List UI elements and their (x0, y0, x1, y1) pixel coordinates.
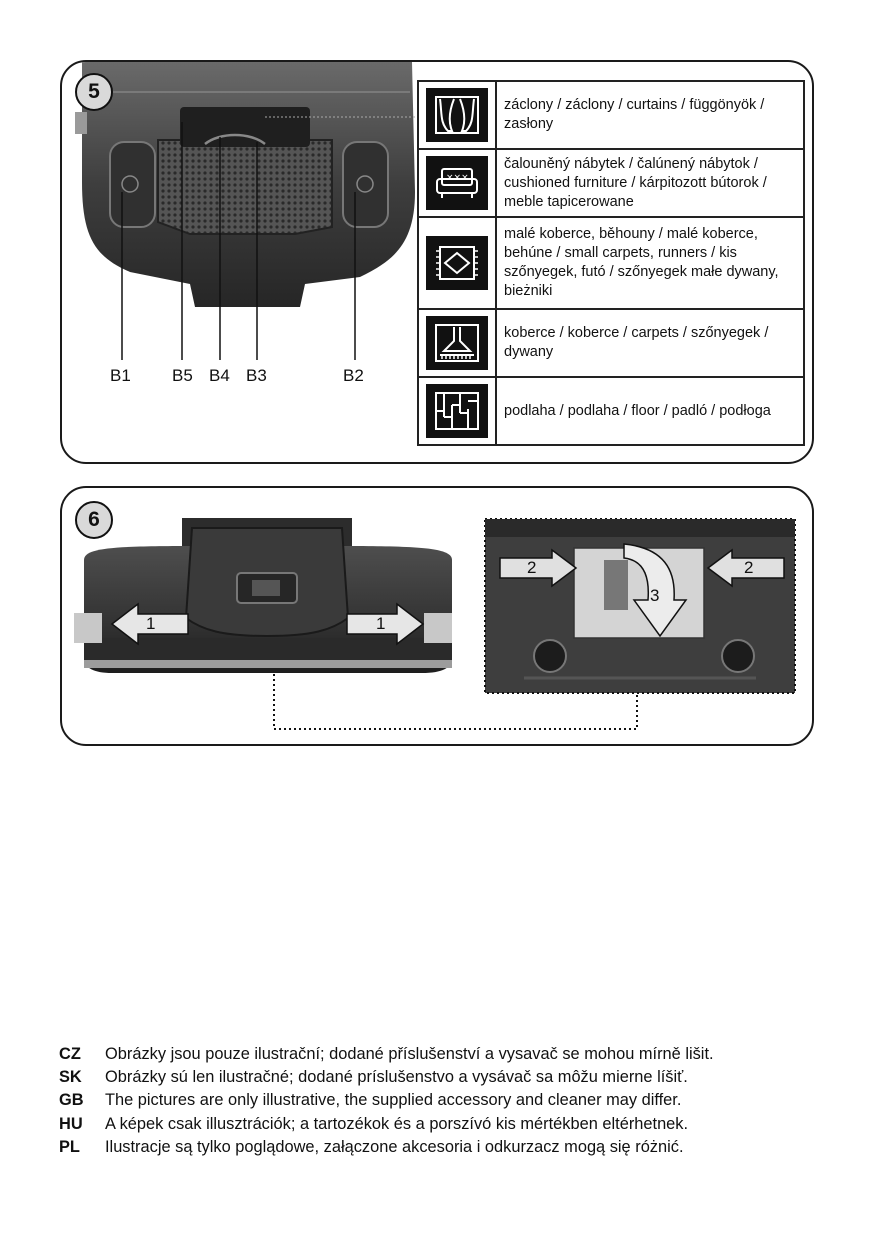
lang-code-hu: HU (59, 1114, 83, 1133)
arrow-label-2-right: 2 (744, 558, 754, 577)
legend-text-small-carpets: malé koberce, běhouny / malé koberce, behúne / small carpets, runners / kis szőnyegek, futó / szőnyegek małe dywany, bieżniki (496, 217, 804, 309)
footnote-text-pl: Ilustracje są tylko poglądowe, załączone akcesoria i odkurzacz mogą się różnić. (105, 1137, 684, 1156)
footnote-pl (59, 1136, 839, 1159)
svg-text:×××: ××× (446, 173, 469, 183)
figure-number-6: 6 (75, 501, 113, 539)
legend-row-floor (418, 377, 804, 445)
footnote-hu (59, 1113, 839, 1136)
callout-b4: B4 (209, 366, 230, 385)
legend-row-small-carpets (418, 217, 804, 309)
lang-code-gb: GB (59, 1091, 84, 1110)
footnote-cz (59, 1043, 839, 1066)
arrow-label-1-right: 1 (376, 614, 386, 633)
callout-b1: B1 (110, 366, 131, 385)
lang-code-pl: PL (59, 1137, 80, 1156)
legend-text-floor: podlaha / podlaha / floor / padló / podłoga (496, 377, 804, 445)
arrow-label-1-left: 1 (146, 614, 156, 633)
footnote-gb (59, 1089, 839, 1112)
arrow-label-3: 3 (650, 586, 660, 605)
arrow-label-2-left: 2 (527, 558, 537, 577)
callout-b5: B5 (172, 366, 193, 385)
footnote-text-gb: The pictures are only illustrative, the supplied accessory and cleaner may differ. (105, 1091, 682, 1110)
callout-b3: B3 (246, 366, 267, 385)
legend-text-carpets: koberce / koberce / carpets / szőnyegek / dywany (496, 309, 804, 377)
lang-code-cz: CZ (59, 1045, 81, 1063)
surface-legend-table (417, 80, 805, 446)
legend-text-furniture: čalouněný nábytek / čalúnený nábytok / cushioned furniture / kárpitozott bútorok / meble tapicerowane (496, 149, 804, 217)
carpet-nozzle-icon (434, 323, 480, 363)
disclaimer-footnotes (59, 1043, 839, 1159)
footnote-sk (59, 1066, 839, 1089)
figure-6-panel (60, 486, 814, 746)
legend-text-curtains: záclony / záclony / curtains / függönyök / zasłony (496, 81, 804, 149)
legend-row-carpets (418, 309, 804, 377)
small-carpet-icon (434, 243, 480, 283)
footnote-text-cz: Obrázky jsou pouze ilustrační; dodané příslušenství a vysavač se mohou mírně lišit. (105, 1045, 714, 1063)
footnote-text-sk: Obrázky sú len ilustračné; dodané príslušenstvo a vysávač sa môžu mierne líšiť. (105, 1068, 688, 1087)
figure-5-panel (60, 60, 814, 464)
legend-row-curtains (418, 81, 804, 149)
callout-b2: B2 (343, 366, 364, 385)
legend-row-furniture (418, 149, 804, 217)
floor-parquet-icon (434, 391, 480, 431)
sofa-icon (434, 163, 480, 203)
curtains-icon (434, 95, 480, 135)
dotted-connector (272, 674, 642, 734)
lang-code-sk: SK (59, 1068, 82, 1087)
callout-lines (62, 62, 422, 392)
arrow-side-left-2 (498, 548, 578, 588)
figure-number-5: 5 (75, 73, 113, 111)
footnote-text-hu: A képek csak illusztrációk; a tartozékok és a porszívó kis mértékben eltérhetnek. (105, 1114, 689, 1133)
